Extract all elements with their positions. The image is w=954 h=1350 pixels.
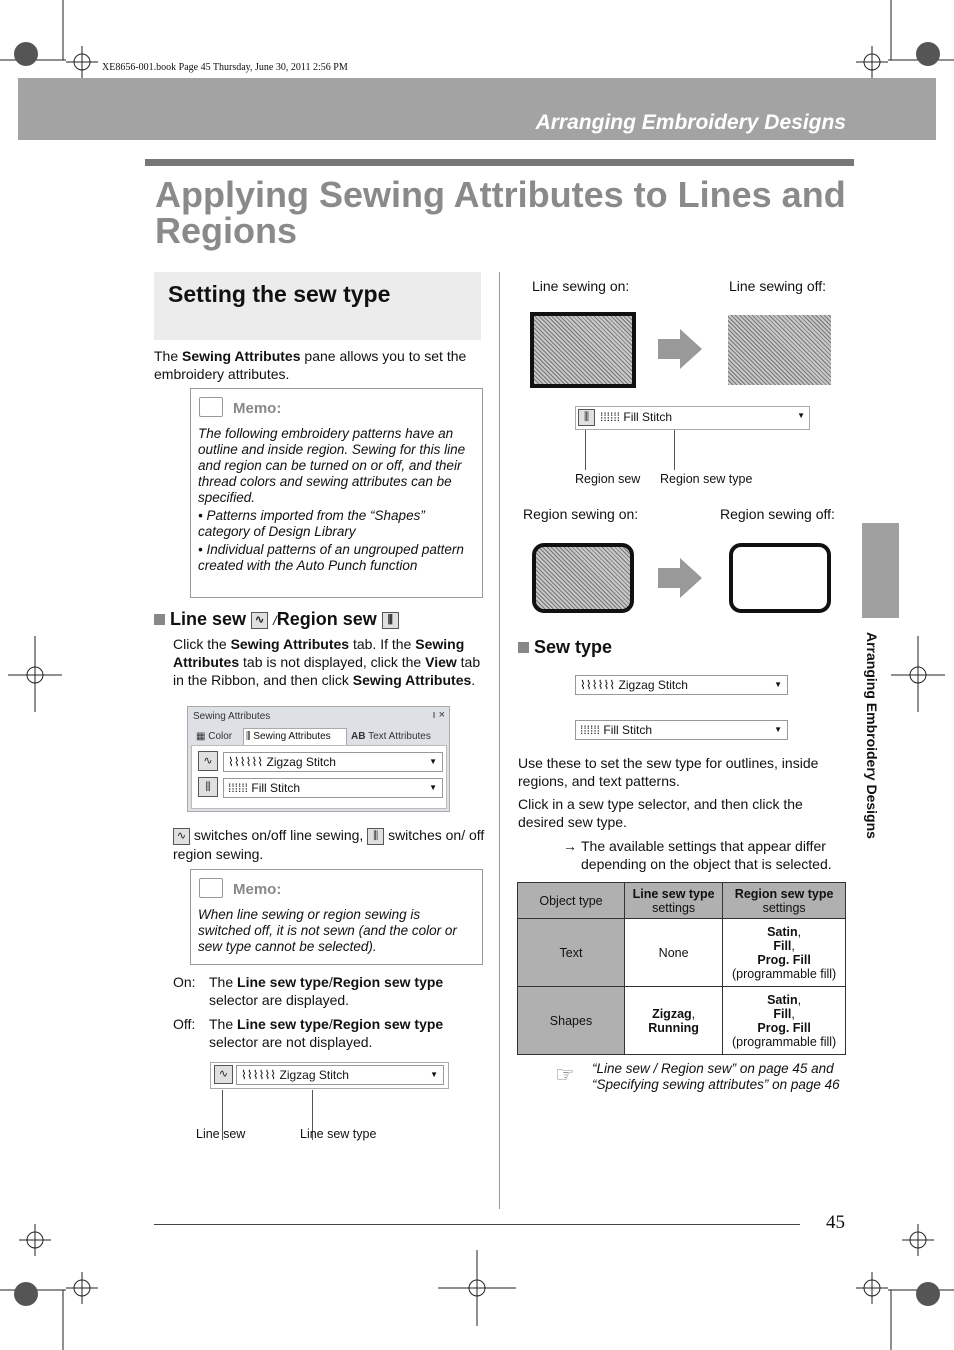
sew-type-paragraph-2: Click in a sew type selector, and then click the desired sew type. [518, 796, 803, 830]
fill-stitch-select[interactable]: ⁞⁞⁞⁞⁞⁞ Fill Stitch ▼ [575, 720, 788, 740]
memo-heading: Memo: [233, 400, 282, 417]
column-divider [499, 272, 500, 1209]
memo-text: When line sewing or region sewing is switched off, it is not sewn (and the color or sew type cannot be selected). [198, 907, 457, 954]
header-title: Arranging Embroidery Designs [535, 111, 846, 134]
callout-line [674, 430, 675, 470]
region-sew-icon: ⫼ [382, 612, 399, 629]
callout-region-sew-type: Region sew type [660, 472, 753, 486]
page-number: 45 [826, 1212, 845, 1233]
callout-region-sew: Region sew [575, 472, 641, 486]
switch-paragraph: ∿ switches on/off line sewing, ⫼ switches on/ off region sewing. [173, 827, 485, 862]
region-sewing-off-label: Region sewing off: [720, 506, 835, 522]
tab-sewing-attributes[interactable]: ⫼ Sewing Attributes [243, 728, 347, 746]
region-sewing-off-sample [729, 543, 831, 613]
panel-close-icon[interactable]: ı × [432, 709, 445, 721]
bottom-rule [154, 1224, 800, 1225]
region-sew-type-select[interactable]: ⁞⁞⁞⁞⁞⁞ Fill Stitch [600, 410, 673, 424]
region-sew-toggle-icon[interactable]: ⫼ [578, 409, 595, 426]
memo-text: The following embroidery patterns have an outline and inside region. Sewing for this line and region can be turned on or off, and their thread colors and sewing attributes can be specified. • Patterns imported from the “Shapes” category of Design Library • Individual patterns of an ungrouped pattern created with the Auto Punch function [198, 426, 466, 573]
callout-line [585, 430, 586, 470]
line-sew-heading: Line sew ∿ /Region sew ⫼ [154, 609, 399, 630]
panel-title: Sewing Attributes [193, 711, 271, 722]
side-tab-label: Arranging Embroidery Designs [864, 632, 880, 839]
callout-line-sew: Line sew [196, 1127, 246, 1141]
arrow-note-icon: → [563, 838, 577, 854]
region-sewing-on-sample [532, 543, 634, 613]
arrow-icon [658, 329, 702, 369]
table-header: Region sew type settings [723, 883, 846, 919]
region-selector-figure [575, 406, 810, 430]
table-header: Object type [518, 883, 625, 919]
on-label: On: [173, 974, 196, 990]
intro-paragraph: The Sewing Attributes pane allows you to set the embroidery attributes. [154, 348, 467, 382]
line-sew-type-select[interactable]: ⌇⌇⌇⌇⌇⌇ Zigzag Stitch ▼ [236, 1065, 444, 1085]
page-title: Applying Sewing Attributes to Lines and Regions [155, 174, 846, 251]
region-sew-icon: ⫼ [367, 828, 384, 845]
chevron-down-icon[interactable]: ▼ [797, 411, 805, 420]
file-info: XE8656-001.book Page 45 Thursday, June 30, 2011 2:56 PM [102, 62, 348, 73]
line-sew-icon: ∿ [251, 612, 268, 629]
table-row: Text None Satin, Fill, Prog. Fill (programmable fill) [518, 919, 846, 987]
line-sew-selector-figure [210, 1062, 449, 1089]
sew-type-paragraph-1: Use these to set the sew type for outlines, inside regions, and text patterns. [518, 755, 819, 789]
line-sewing-on-sample [530, 312, 636, 388]
off-text: The Line sew type/Region sew type selector are not displayed. [209, 1016, 444, 1050]
line-sew-toggle-icon[interactable]: ∿ [214, 1065, 233, 1084]
arrow-icon [658, 558, 702, 598]
region-sewing-on-label: Region sewing on: [523, 506, 639, 522]
off-label: Off: [173, 1016, 196, 1032]
region-sew-type-select[interactable]: ⁞⁞⁞⁞⁞⁞ Fill Stitch ▼ [223, 778, 443, 798]
table-row: Shapes Zigzag, Running Satin, Fill, Prog. Fill (programmable fill) [518, 987, 846, 1055]
tab-color[interactable]: ▦ Color [196, 731, 233, 742]
sew-type-heading: Sew type [518, 637, 612, 658]
memo-box-2 [190, 869, 483, 965]
section-title: Setting the sew type [168, 281, 391, 307]
line-sew-paragraph: Click the Sewing Attributes tab. If the Sewing Attributes tab is not displayed, click the View tab in the Ribbon, and then click Sewing Attributes. [173, 636, 481, 688]
reference-text: “Line sew / Region sew” on page 45 and “Specifying sewing attributes” on page 46 [592, 1061, 840, 1092]
callout-line-sew-type: Line sew type [300, 1127, 377, 1141]
line-sew-icon: ∿ [173, 828, 190, 845]
region-sew-toggle-icon[interactable]: ⫼ [198, 777, 218, 797]
tab-text-attributes[interactable]: AB Text Attributes [351, 731, 431, 742]
sew-type-table [517, 882, 846, 1055]
sew-type-paragraph-3: The available settings that appear differ depending on the object that is selected. [581, 838, 832, 872]
memo-box [190, 388, 483, 598]
book-icon [199, 397, 223, 417]
line-sew-toggle-icon[interactable]: ∿ [198, 751, 218, 771]
sewing-attributes-panel [187, 706, 450, 812]
line-sewing-off-sample [728, 315, 831, 385]
reference-icon: ☞ [555, 1062, 575, 1087]
side-tab [862, 523, 899, 618]
on-text: The Line sew type/Region sew type selector are displayed. [209, 974, 444, 1008]
line-sewing-on-label: Line sewing on: [532, 278, 630, 294]
bullet-square-icon [154, 614, 165, 625]
book-icon [199, 878, 223, 898]
line-sewing-off-label: Line sewing off: [729, 278, 827, 294]
zigzag-stitch-select[interactable]: ⌇⌇⌇⌇⌇⌇ Zigzag Stitch ▼ [575, 675, 788, 695]
bullet-square-icon [518, 642, 529, 653]
memo-heading: Memo: [233, 881, 282, 898]
line-sew-type-select[interactable]: ⌇⌇⌇⌇⌇⌇ Zigzag Stitch ▼ [223, 752, 443, 772]
title-rule [145, 159, 854, 166]
table-header: Line sew type settings [625, 883, 723, 919]
